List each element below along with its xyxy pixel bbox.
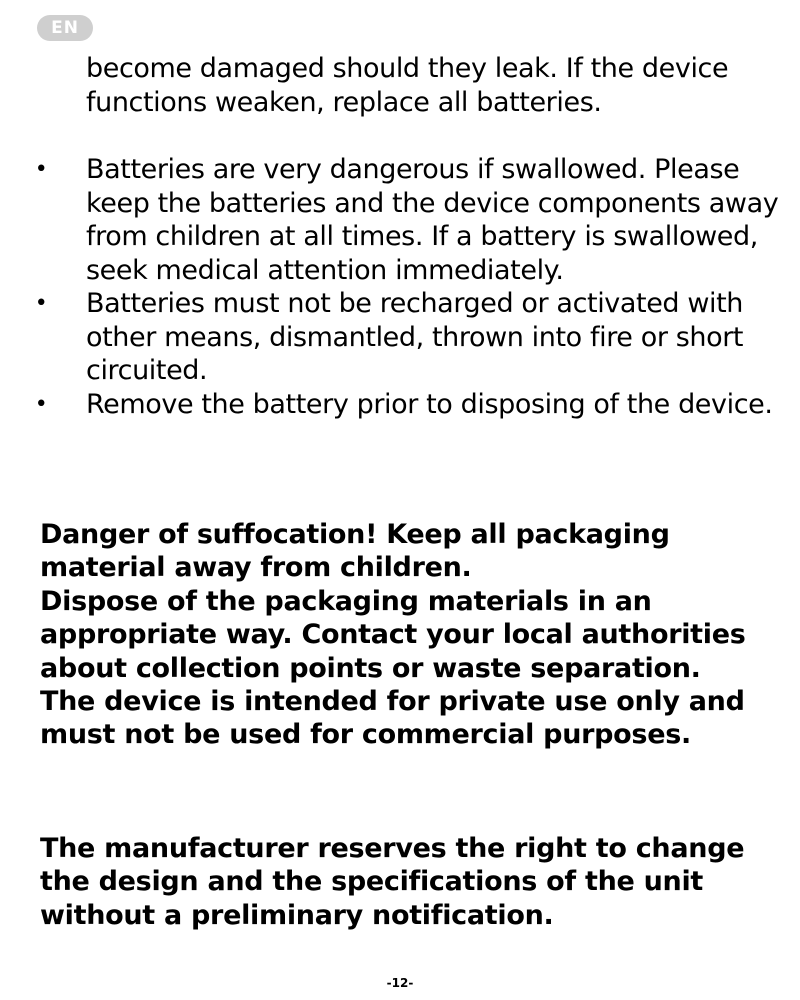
list-item-text: Batteries are very dangerous if swallowed. Please keep the batteries and the device components away from children at all times. If a battery is swallowed, seek medical attention immediately. xyxy=(86,154,779,286)
continued-paragraph: become damaged should they leak. If the device functions weaken, replace all batteries. xyxy=(86,53,729,118)
list-item xyxy=(34,287,780,388)
packaging-disposal-note: Dispose of the packaging materials in an appropriate way. Contact your local authorities about collection points or waste separation. xyxy=(40,585,746,684)
list-item-text: Batteries must not be recharged or activated with other means, dismantled, thrown into fire or short circuited. xyxy=(86,288,744,386)
private-use-note: The device is intended for private use only and must not be used for commercial purposes. xyxy=(40,686,745,751)
bullet-icon: • xyxy=(34,291,48,316)
list-item-text: Remove the battery prior to disposing of the device. xyxy=(86,388,773,420)
page-number: -12- xyxy=(386,976,414,990)
bullet-icon: • xyxy=(34,157,48,182)
warnings-section xyxy=(40,518,780,752)
language-badge: EN xyxy=(37,15,93,41)
suffocation-warning: Danger of suffocation! Keep all packaging material away from children. xyxy=(40,519,670,584)
bullet-icon: • xyxy=(34,391,48,417)
battery-safety-list xyxy=(34,153,780,421)
manufacturer-notice: The manufacturer reserves the right to change the design and the specifications of the unit without a preliminary notification. xyxy=(40,833,745,931)
list-item xyxy=(34,153,780,287)
list-item xyxy=(34,388,780,422)
